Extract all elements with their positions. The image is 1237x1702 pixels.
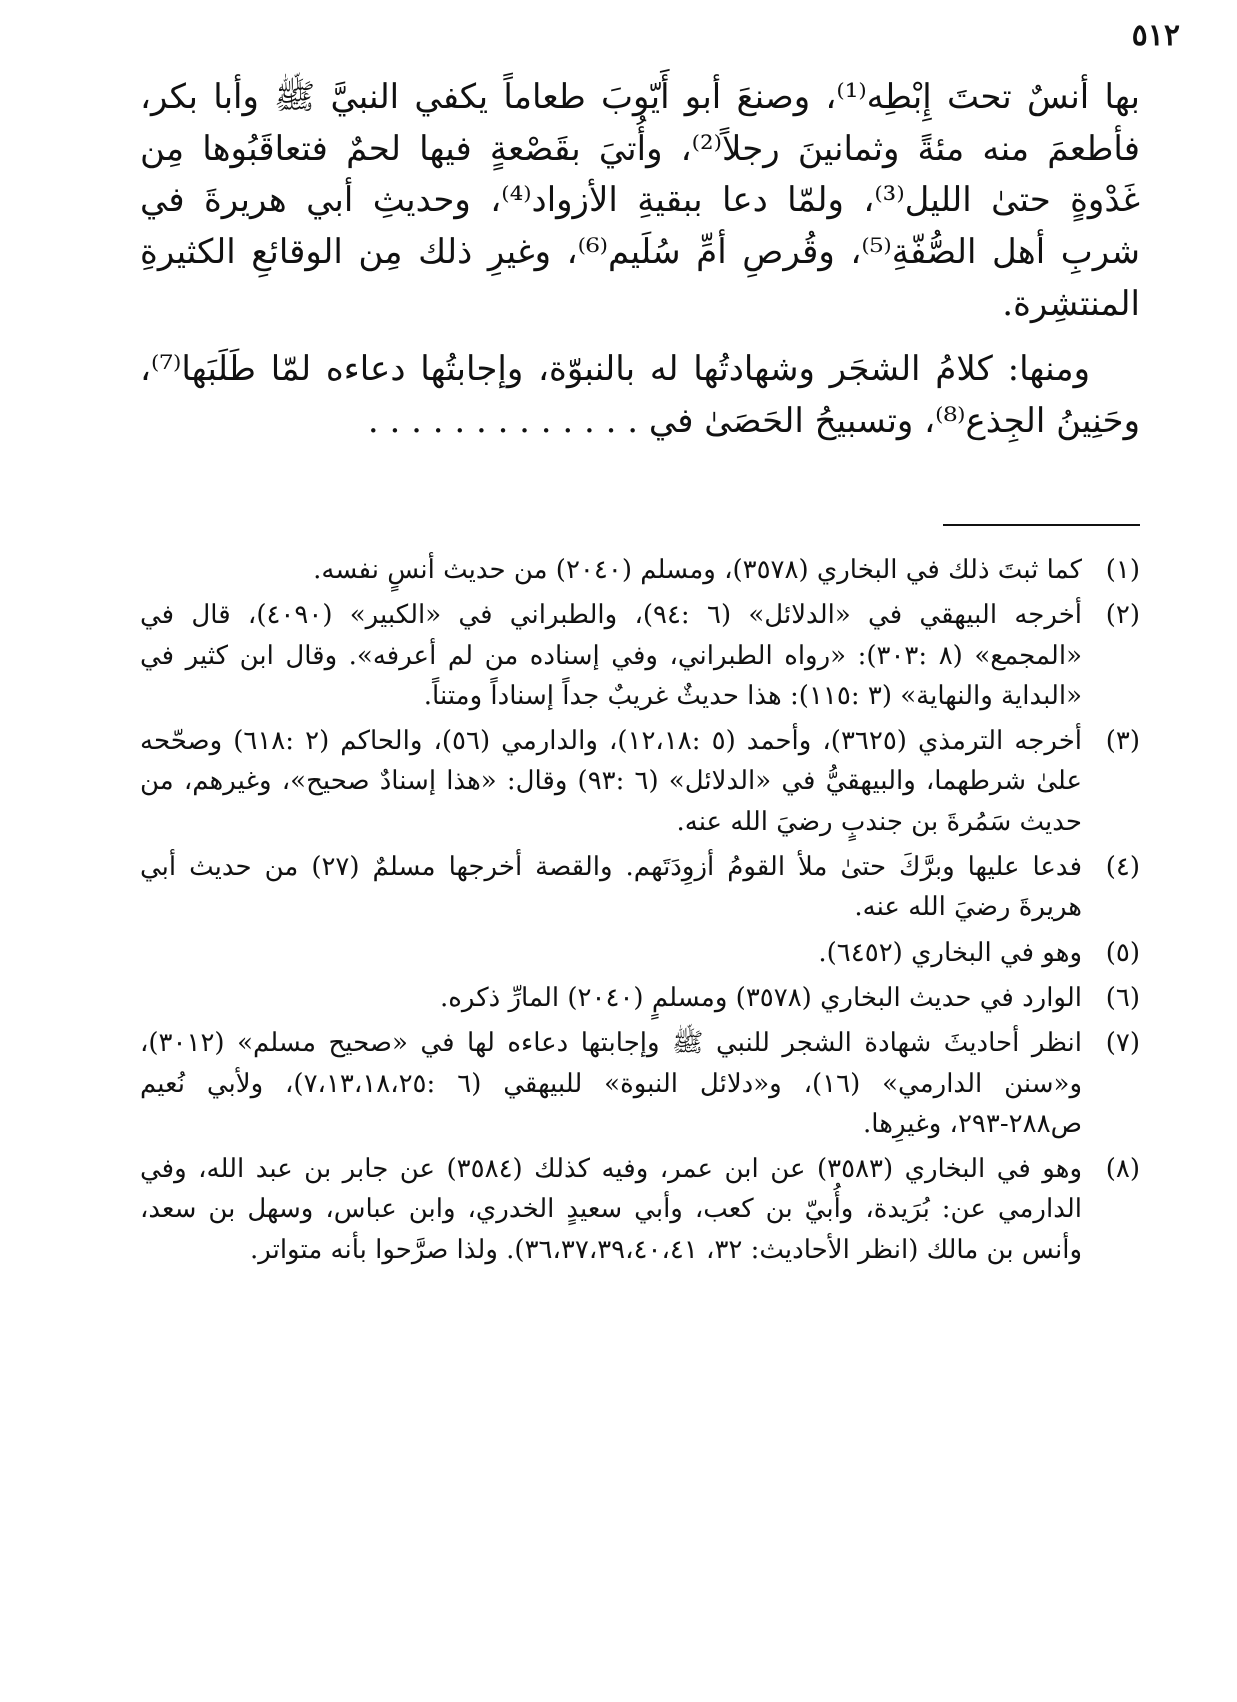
footnote-text: كما ثبتَ ذلك في البخاري (٣٥٧٨)، ومسلم (٢٠٤٠) من حديث أنسٍ نفسه. <box>313 555 1082 585</box>
footnote-number: (٥) <box>1105 937 1140 968</box>
footnote-4 <box>140 847 1140 928</box>
main-paragraph: بها أنسٌ تحتَ إِبْطِه⁽¹⁾، وصنعَ أبو أَيّوبَ طعاماً يكفي النبيَّ ﷺ وأبا بكر، فأطعمَ منه مئةً وثمانينَ رجلاً⁽²⁾، وأُتيَ بقَصْعةٍ فيها لحمٌ فتعاقَبُوها مِن غَدْوةٍ حتىٰ الليل⁽³⁾، ولمّا دعا ببقيةِ الأزواد⁽⁴⁾، وحديثِ أبي هريرةَ في شربِ أهل الصُّفّةِ⁽⁵⁾، وقُرصِ أمِّ سُلَيم⁽⁶⁾، وغيرِ ذلك مِن الوقائعِ الكثيرةِ المنتشِرة. <box>140 77 1141 324</box>
footnote-5 <box>140 933 1140 973</box>
footnote-2 <box>140 595 1140 716</box>
footnote-number: (٦) <box>1105 982 1140 1013</box>
footnote-number: (١) <box>1105 555 1140 585</box>
page-number: ٥١٢ <box>1131 18 1180 53</box>
footnote-1 <box>140 550 1140 590</box>
footnote-text: فدعا عليها وبرَّكَ حتىٰ ملأ القومُ أزوِدَتَهم. والقصة أخرجها مسلمٌ (٢٧) من حديث أبي هريرةَ رضيَ الله عنه. <box>140 852 1082 923</box>
footnote-text: الوارد في حديث البخاري (٣٥٧٨) ومسلمٍ (٢٠٤٠) المارِّ ذكره. <box>440 982 1082 1013</box>
footnote-number: (٣) <box>1105 726 1140 757</box>
footnote-text: وهو في البخاري (٦٤٥٢). <box>818 937 1082 968</box>
footnote-8 <box>140 1149 1140 1270</box>
main-text <box>140 72 1140 448</box>
footnotes-list <box>140 550 1140 1275</box>
footnote-6 <box>140 978 1140 1018</box>
footnote-text: انظر أحاديثَ شهادة الشجر للنبي ﷺ وإجابتها دعاءه لها في «صحيح مسلم» (٣٠١٢)، و«سنن الدارمي» (١٦)، و«دلائل النبوة» للبيهقي (٦ :٧،١٣،١٨،٢٥)، ولأبي نُعيم ص٢٨٨-٢٩٣، وغيرِها. <box>140 1028 1083 1139</box>
footnote-number: (٢) <box>1105 600 1140 631</box>
footnote-number: (٨) <box>1105 1154 1140 1185</box>
footnote-text: أخرجه الترمذي (٣٦٢٥)، وأحمد (٥ :١٢،١٨)، والدارمي (٥٦)، والحاكم (٢ :٦١٨) وصحّحه علىٰ شرطهما، والبيهقيُّ في «الدلائل» (٦ :٩٣) وقال: «هذا إسنادٌ صحيح»، وغيرهم، من حديث سَمُرةَ بن جندبٍ رضيَ الله عنه. <box>140 726 1083 837</box>
main-paragraph: ومنها: كلامُ الشجَر وشهادتُها له بالنبوّة، وإجابتُها دعاءه لمّا طَلَبَها⁽⁷⁾، وحَنِينُ الجِذع⁽⁸⁾، وتسبيحُ الحَصَىٰ في . . . . . . . . . . . . . <box>140 349 1140 442</box>
footnote-text: أخرجه البيهقي في «الدلائل» (٦ :٩٤)، والطبراني في «الكبير» (٤٠٩٠)، قال في «المجمع» (٨ :٣٠٣): «رواه الطبراني، وفي إسناده من لم أعرفه». وقال ابن كثير في «البداية والنهاية» (٣ :١١٥): هذا حديثٌ غريبٌ جداً إسناداً ومتناً. <box>140 600 1083 711</box>
footnote-3 <box>140 721 1140 842</box>
footnote-text: وهو في البخاري (٣٥٨٣) عن ابن عمر، وفيه كذلك (٣٥٨٤) عن جابر بن عبد الله، وفي الدارمي عن: بُرَيدة، وأُبيّ بن كعب، وأبي سعيدٍ الخدري، وابن عباس، وسهل بن سعد، وأنس بن مالك (انظر الأحاديث: ٣٢، ٣٦،٣٧،٣٩،٤٠،٤١). ولذا صرَّحوا بأنه متواتر. <box>140 1154 1082 1265</box>
footnote-7 <box>140 1023 1140 1144</box>
footnote-divider <box>943 524 1140 526</box>
footnote-number: (٧) <box>1105 1028 1140 1059</box>
footnote-number: (٤) <box>1105 852 1140 883</box>
